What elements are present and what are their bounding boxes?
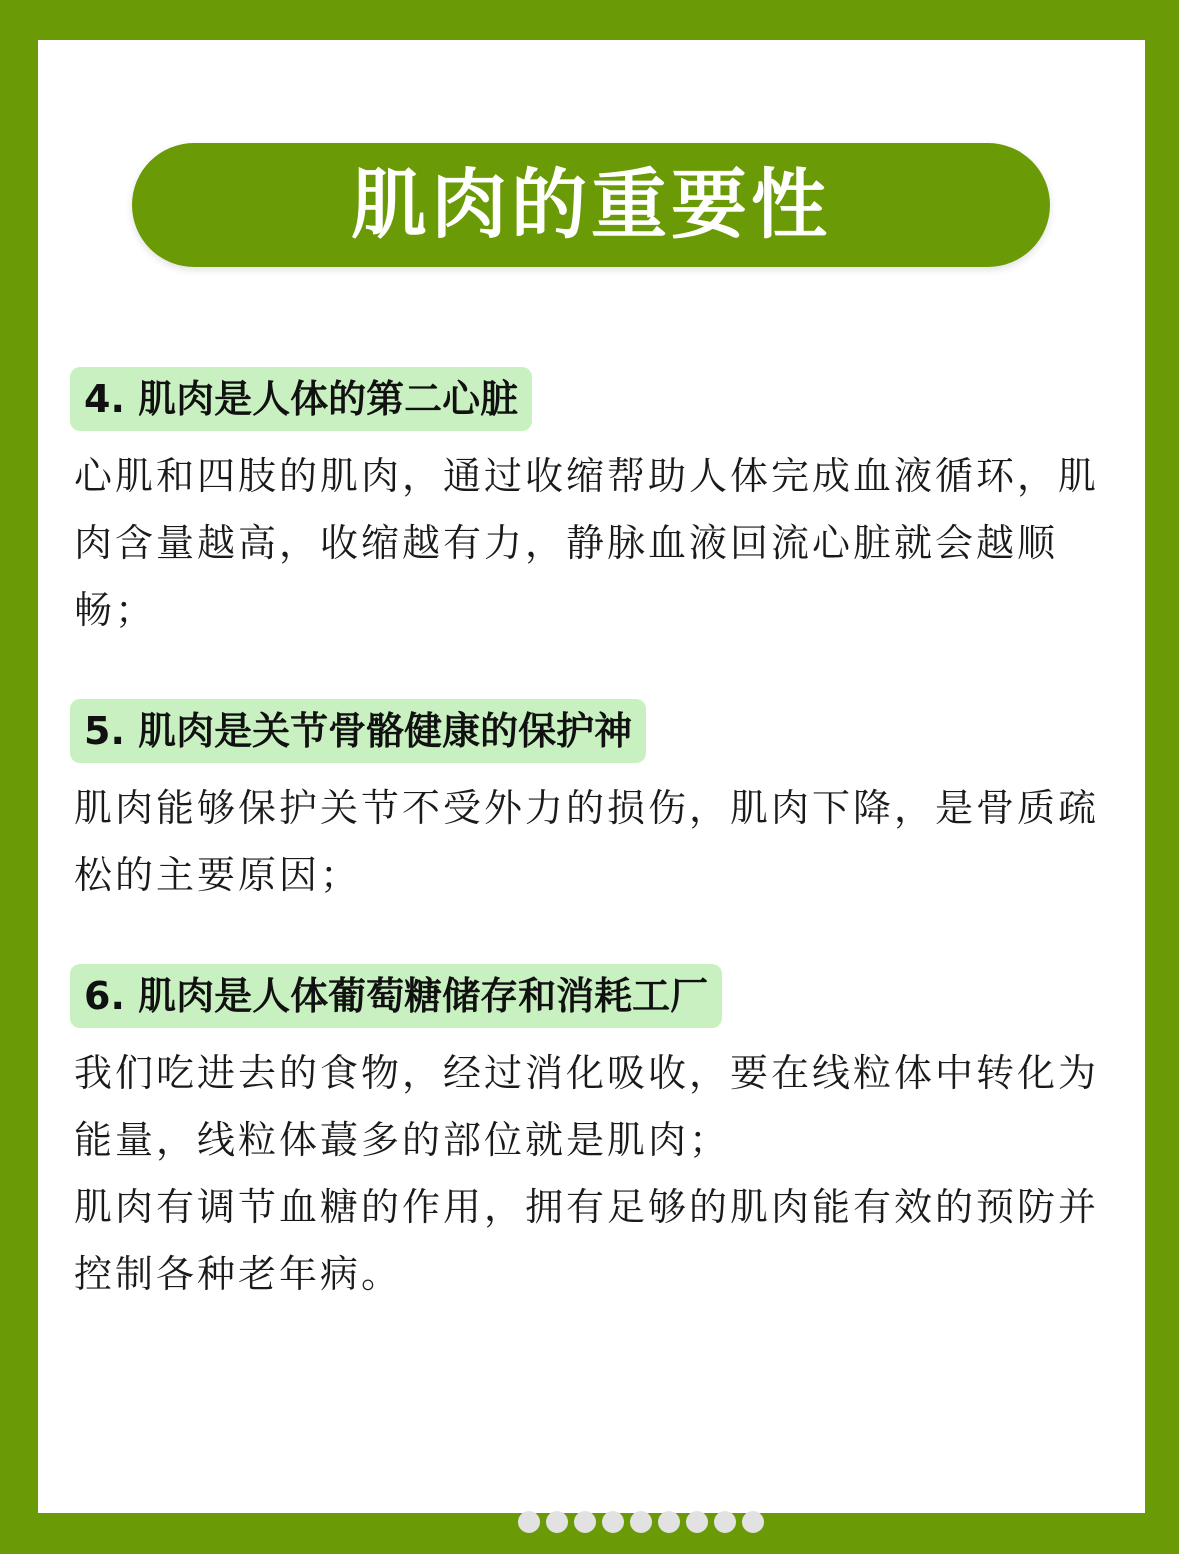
section-heading: 5. 肌肉是关节骨骼健康的保护神 <box>70 699 646 763</box>
section-body <box>74 775 1114 909</box>
page-title: 肌肉的重要性 <box>351 160 831 249</box>
title-banner <box>132 143 1050 267</box>
paragraph: 我们吃进去的食物，经过消化吸收，要在线粒体中转化为能量，线粒体蕞多的部位就是肌肉； <box>74 1051 1100 1162</box>
section-body <box>74 443 1114 644</box>
paragraph: 肌肉有调节血糖的作用，拥有足够的肌肉能有效的预防并控制各种老年病。 <box>74 1185 1100 1296</box>
section-glucose-factory <box>70 964 1120 1308</box>
content-card <box>38 40 1145 1513</box>
section-heading: 6. 肌肉是人体葡萄糖储存和消耗工厂 <box>70 964 722 1028</box>
section-heading: 4. 肌肉是人体的第二心脏 <box>70 367 532 431</box>
watermark-graphic <box>518 1508 764 1536</box>
section-second-heart <box>70 367 1120 644</box>
section-joint-protector <box>70 699 1120 909</box>
section-body <box>74 1040 1114 1308</box>
paragraph: 肌肉能够保护关节不受外力的损伤，肌肉下降，是骨质疏松的主要原因； <box>74 786 1100 897</box>
paragraph: 心肌和四肢的肌肉，通过收缩帮助人体完成血液循环，肌肉含量越高，收缩越有力，静脉血液回流心脏就会越顺畅； <box>74 454 1100 632</box>
